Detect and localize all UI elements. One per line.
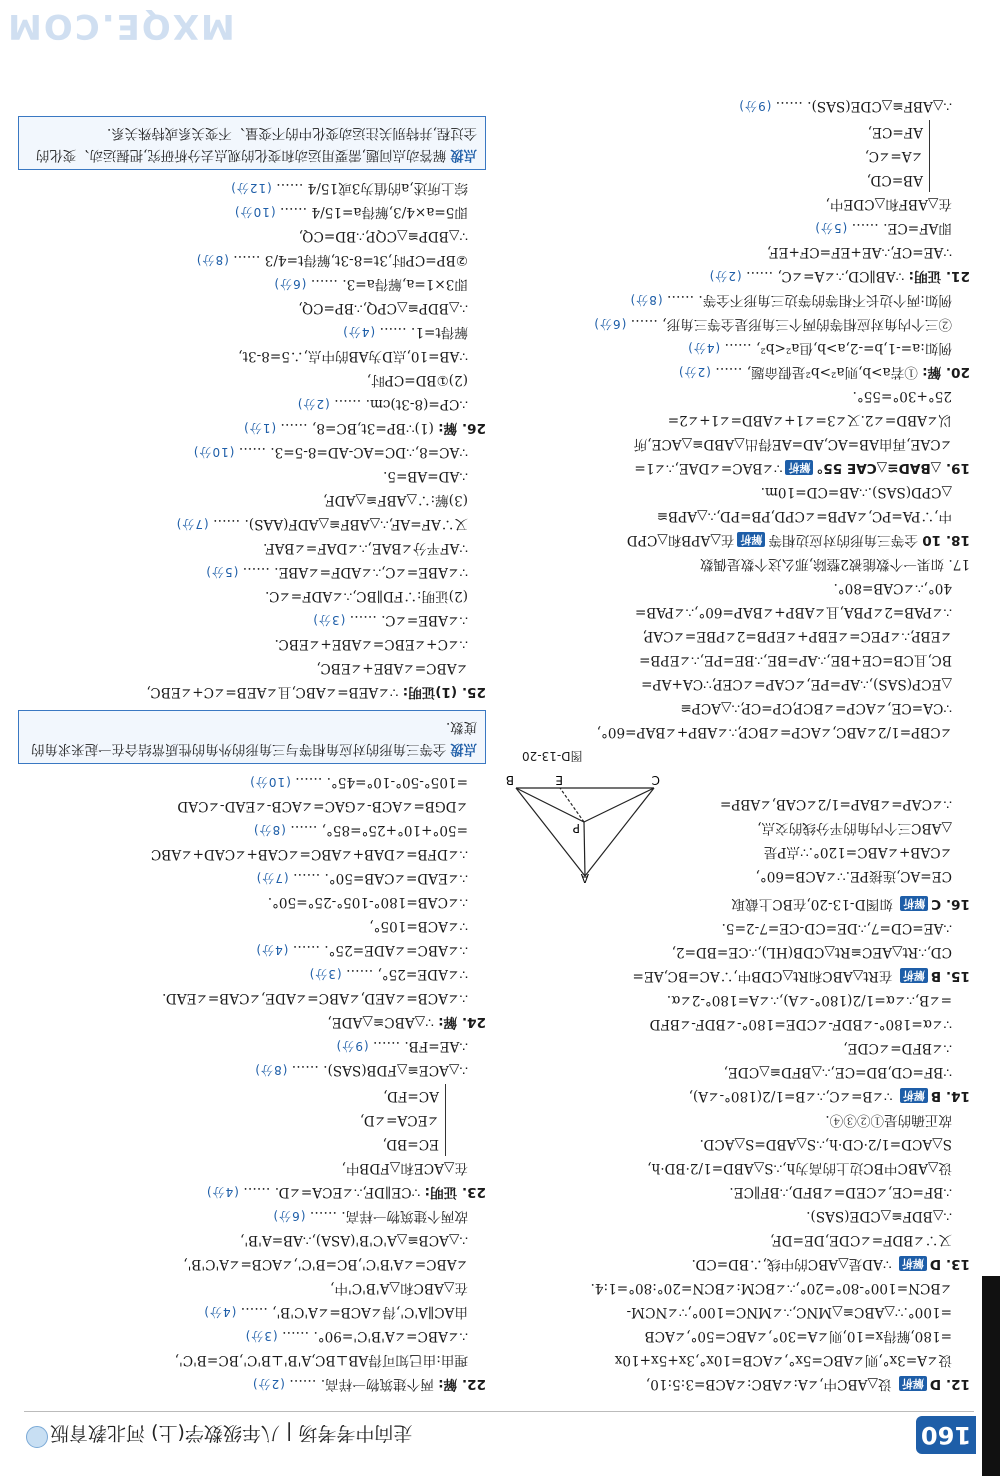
q16-line: △ABC三个内角的平分线的交点, bbox=[757, 820, 952, 836]
q19-line: ∠CAE,再由AB=AC,AD=AE得出△ABD≌△ACE,所 bbox=[633, 436, 952, 452]
q21-line bbox=[502, 192, 970, 216]
brace-line: AF=CE, bbox=[867, 124, 923, 140]
points-label: (7分) bbox=[175, 517, 209, 531]
figure-segment bbox=[516, 788, 584, 822]
q26-line: 解得t=1. …… (4分) bbox=[342, 324, 468, 340]
line-text: ∴∠ABC=∠A'B'C'=90°. bbox=[313, 1328, 468, 1344]
line-text: ∵∠ADE=25°, bbox=[377, 966, 468, 982]
brace-line: AC=FD, bbox=[383, 1088, 439, 1104]
brace-line: ∠A=∠C, bbox=[864, 148, 923, 164]
q16-line: ∠CAB+∠ABC=120°.∵点P是 bbox=[763, 844, 952, 860]
q15-line: ∴AE=CD=7,∴DE=CD-CE=7-2=5. bbox=[721, 920, 952, 936]
q12-line: =180,解得x=10,则∠A=30°,∠ABC=50°,∠ACB bbox=[644, 1328, 952, 1344]
line-text: 例如:两个边长不相等的等边三角形不全等. bbox=[698, 292, 952, 308]
points-label: (5分) bbox=[205, 565, 239, 579]
question-number: 19. △BAD≌△CAE 55° bbox=[816, 460, 970, 476]
line-text: ∵AE=CF,∴AE+EF=CF+EF, bbox=[766, 244, 952, 260]
figure-d-13-20 bbox=[502, 748, 970, 888]
line-text: 设△ABC中,∠A:∠ABC:∠ACB=3:5:10, bbox=[645, 1376, 896, 1392]
q20-line: ②三个内角对应相等的两个三角形是全等三角形, …… (6分) bbox=[593, 316, 952, 332]
q12-line: 设∠A=3x°,则∠ABC=5x°,∠ACB=10x°,3x+5x+10x bbox=[614, 1352, 952, 1368]
line-text: ∴△BDP≌△CPQ,∴BP=CQ, bbox=[298, 300, 468, 316]
q24-line: ∴∠ABC=∠ADE=25°. …… (4分) bbox=[255, 942, 468, 958]
q24-line: =50°+10°+25°=85°, …… (8分) bbox=[252, 822, 468, 838]
callout-title: 点拨 bbox=[450, 741, 477, 756]
q18-line: △CPD(SAS).∴AB=CD=10m. bbox=[760, 484, 952, 500]
line-text: ∵△BDP≌△CQP,∴BD=CQ, bbox=[298, 228, 468, 244]
q23-line bbox=[18, 1156, 486, 1180]
points-label: (4分) bbox=[203, 1305, 237, 1319]
analysis-tag: 解析 bbox=[785, 460, 813, 475]
line-text: ∵∠ACB=105°, bbox=[369, 918, 468, 934]
figure-point-label: P bbox=[572, 821, 580, 835]
q26-line: ∴CP=(8-3t)cm. …… (2分) bbox=[296, 396, 468, 412]
brace-line: AB=CD, bbox=[866, 172, 923, 188]
q21-line: 即AF=CE. …… (5分) bbox=[814, 220, 952, 236]
line-text: (2)①BD=CP时, bbox=[366, 372, 468, 388]
points-label: (10分) bbox=[192, 445, 235, 459]
tip-box-2 bbox=[18, 116, 486, 170]
triangle-diagram bbox=[505, 773, 660, 885]
figure-segment bbox=[585, 788, 654, 876]
points-label: (8分) bbox=[254, 1063, 288, 1077]
line-text: ∵△ABC≌△ADE, bbox=[327, 1014, 439, 1030]
q18-head bbox=[502, 528, 970, 552]
line-text: ∴AD=AB=5. bbox=[383, 468, 468, 484]
q18-line: 中,∵PA=PC,∠APB=∠CPD,PB=PD,∴△APB≌ bbox=[656, 508, 952, 524]
q25-line bbox=[18, 536, 486, 560]
q22-line bbox=[18, 1252, 486, 1276]
callout-body: 全等三角形的对应角相等与三角形的外角的性质常结合在一起来求角的度数. bbox=[31, 719, 477, 756]
points-label: (5分) bbox=[814, 221, 848, 235]
points-label: (4分) bbox=[342, 325, 376, 339]
line-text: =105°-50°-10°=45°. bbox=[326, 774, 468, 790]
line-text: 即AF=CE. bbox=[883, 220, 952, 236]
callout-title: 点拨 bbox=[450, 147, 477, 162]
q22-line: 故两个建筑物一样高. …… (6分) bbox=[272, 1208, 468, 1224]
points-label: (9分) bbox=[335, 1039, 369, 1053]
line-text: 综上所述,a的值为3或15/4 bbox=[307, 180, 468, 196]
q21-end: ∴△ABF≌△CDE(SAS). …… (9分) bbox=[738, 98, 952, 114]
q22-line bbox=[18, 1276, 486, 1300]
analysis-tag: 解析 bbox=[900, 968, 928, 983]
q25-line bbox=[18, 584, 486, 608]
line-text: ②BP=CP时,3t=8-3t,解得t=4/3 bbox=[264, 252, 468, 268]
line-text: ∵∠ABE=∠C,∴∠ADF=∠ABE. bbox=[274, 564, 468, 580]
line-text: ∴∠C+∠EBC=∠ABE+∠EBC. bbox=[274, 636, 468, 652]
line-text: ∴AE=FB. bbox=[404, 1038, 468, 1054]
question-number: 18. 10 bbox=[922, 532, 970, 548]
q20-head: 20. 解: ①若a>b,则a²>b²是假命题, …… (2分) bbox=[677, 364, 970, 380]
q25-line bbox=[18, 632, 486, 656]
q16-figure-text bbox=[670, 792, 970, 888]
line-text: 17. 如果一个数能被2整除,那么这个数是偶数 bbox=[699, 556, 970, 572]
points-label: (3分) bbox=[308, 967, 342, 981]
callout-body: 解答动点问题,需要用运动和变化的观点去分析研究,把握运动、变化的全过程,并特别关注运动变化中的不变量、不变关系或特殊关系. bbox=[35, 125, 477, 162]
line-text: ∴∠EAD=∠CAB=50°. bbox=[324, 870, 468, 886]
line-text: 在△ACE和△FDB中, bbox=[341, 1160, 468, 1176]
q16-line: ∠EBP,∴∠PEC=∠EBP+∠EPB=2∠PBE=∠CAP, bbox=[642, 628, 952, 644]
q19-line: 25°+30°=55°. bbox=[852, 388, 952, 404]
points-label: (3分) bbox=[312, 613, 346, 627]
points-label: (2分) bbox=[677, 365, 711, 379]
line-text: ②三个内角对应相等的两个三角形是全等三角形, bbox=[662, 316, 952, 332]
q22-head: 22. 解: 两个建筑物一样高. …… (2分) bbox=[251, 1376, 486, 1392]
points-label: (2分) bbox=[296, 397, 330, 411]
figure-point-label: B bbox=[505, 773, 514, 787]
question-number: 16. C bbox=[931, 896, 970, 912]
question-number: 25. (1)证明: bbox=[402, 684, 486, 700]
line-text: ∴△ABF≌△CDE(SAS). bbox=[807, 98, 952, 114]
line-text: 故两个建筑物一样高. bbox=[341, 1208, 468, 1224]
q16-head bbox=[502, 892, 970, 916]
q24-line bbox=[18, 890, 486, 914]
line-text: ∵CE∥DF,∴∠ECA=∠D. bbox=[274, 1184, 425, 1200]
q20-line: 例如:两个边长不相等的等边三角形不全等. …… (8分) bbox=[629, 292, 952, 308]
q23-brace bbox=[18, 1084, 446, 1156]
points-label: (4分) bbox=[687, 341, 721, 355]
line-text: ∵AC=8,∴DC=AC-AD=8-5=3. bbox=[270, 444, 468, 460]
q25-line: ∴∠ABE=∠C. …… (3分) bbox=[312, 612, 468, 628]
figure-point-label: C bbox=[651, 773, 660, 787]
figure-segment bbox=[560, 788, 584, 822]
question-number: 14. B bbox=[930, 1088, 970, 1104]
points-label: (2分) bbox=[251, 1377, 285, 1391]
question-number: 22. 解: bbox=[438, 1376, 486, 1392]
q14-head bbox=[502, 1084, 970, 1108]
answer-column-right bbox=[502, 26, 970, 1396]
q14-line: ∴∠BFD=∠CDE, bbox=[843, 1040, 952, 1056]
question-number: 15. B bbox=[930, 968, 970, 984]
q25-line: 又∵AF=AF,∴△ABF≌△ADF(AAS). …… (7分) bbox=[175, 516, 468, 532]
points-label: (10分) bbox=[233, 205, 276, 219]
q26-line: 综上所述,a的值为3或15/4 …… (12分) bbox=[230, 180, 468, 196]
q26-line: 即5=a×4/3,解得a=15/4 …… (10分) bbox=[233, 204, 468, 220]
q25-line bbox=[18, 488, 486, 512]
q24-line: ∴∠EAD=∠CAB=50°. …… (7分) bbox=[255, 870, 468, 886]
line-text: (2)证明:∵FD∥BC,∴∠ADF=∠C. bbox=[265, 588, 468, 604]
line-text: ∴∠CAB=180°-105°-25°=50°. bbox=[267, 894, 468, 910]
brace-line: ∠ECA=∠D, bbox=[359, 1112, 439, 1128]
q16-line: 40°,∴∠CAB=80°. bbox=[833, 580, 952, 596]
q24-line bbox=[18, 986, 486, 1010]
line-text: ①若a>b,则a²>b²是假命题, bbox=[746, 364, 923, 380]
q13-line: 又∵∠BDF=∠CDE,DE=DF, bbox=[770, 1232, 952, 1248]
analysis-tag: 解析 bbox=[899, 1256, 927, 1271]
points-label: (4分) bbox=[255, 943, 289, 957]
q15-line: CD,∴Rt△AEC≌Rt△CDB(HL),∴CE=BD=2, bbox=[671, 944, 952, 960]
q26-line: 即3×1=a,解得a=3. …… (6分) bbox=[273, 276, 468, 292]
line-text: 即3×1=a,解得a=3. bbox=[342, 276, 468, 292]
question-number: 23. 证明: bbox=[424, 1184, 486, 1200]
figure-segment bbox=[584, 788, 654, 822]
q20-line: 例如:a=-1,b=-2,a>b,但a²<b², …… (4分) bbox=[687, 340, 952, 356]
line-text: ∴CP=(8-3t)cm. bbox=[365, 396, 468, 412]
points-label: (10分) bbox=[249, 775, 291, 789]
page-edge-bar bbox=[982, 1276, 1000, 1476]
q24-head bbox=[18, 1010, 486, 1034]
line-text: ∴∠ABE=∠C. bbox=[381, 612, 468, 628]
figure-segment bbox=[584, 822, 585, 876]
line-text: (3)解:∵△ABF≌△ADF, bbox=[323, 492, 468, 508]
q16-line: ∴∠PAB=2∠PBA,且∠ABP+∠BAP=60°,∴∠PAB= bbox=[634, 604, 952, 620]
q22-line: 由AC∥A'C',得∠ACB=∠A'C'B', …… (4分) bbox=[203, 1304, 468, 1320]
q13-line: S△ACD=1/2·CD·h,∴S△ABD=S△ACD. bbox=[699, 1136, 952, 1152]
book-title: 走向中考考场 | 八年级数学(上) 河北教育版 bbox=[50, 1422, 413, 1444]
points-label: (6分) bbox=[272, 1209, 306, 1223]
line-text: ∴∠DFB=∠DAB+∠ABC=∠CAB+∠CAD+∠ABC bbox=[150, 846, 468, 862]
points-label: (8分) bbox=[629, 293, 663, 307]
line-text: ∵∠B=∠C,∴∠B=1/2(180°-∠A), bbox=[688, 1088, 897, 1104]
q12-line: =100°.∵△ABC≌△MNC,∴∠MNC=100°,∵∠NCM- bbox=[626, 1304, 952, 1320]
line-text: 全等三角形的对应边相等 bbox=[768, 532, 923, 548]
callout-text bbox=[27, 121, 477, 165]
line-text: ∠DGB=∠ACB-∠GAC=∠ACB-∠EAD-∠CAD bbox=[177, 798, 468, 814]
line-text: 理由:由已知可得AB⊥BC,A'B'⊥B'C',BC=B'C', bbox=[174, 1352, 468, 1368]
points-label: (4分) bbox=[205, 1185, 239, 1199]
q16-line: CE=AC,连接PE.∵∠ACB=60°, bbox=[755, 868, 952, 884]
q26-line bbox=[18, 224, 486, 248]
q13-line: ∴△BDF≌△CDE(SAS). bbox=[806, 1208, 952, 1224]
line-text: 在△ABC和△A'B'C'中, bbox=[330, 1280, 468, 1296]
q23-end: ∴AE=FB. …… (9分) bbox=[335, 1038, 468, 1054]
q23-head: 23. 证明: ∵CE∥DF,∴∠ECA=∠D. …… (4分) bbox=[205, 1184, 486, 1200]
line-text: ∵AF平分∠BAE,∴∠DAF=∠BAF. bbox=[263, 540, 468, 556]
q16-line: BC,且CB=CE+BE,∴AP=BE,∴BE=PE,∴∠EPB= bbox=[639, 652, 952, 668]
points-label: (3分) bbox=[244, 1329, 278, 1343]
q24-line: =105°-50°-10°=45°. …… (10分) bbox=[249, 774, 468, 790]
line-text: ∠ABC=∠ABE+∠EBC, bbox=[316, 660, 468, 676]
line-text: =50°+10°+25°=85°, bbox=[321, 822, 468, 838]
points-label: (7分) bbox=[255, 871, 289, 885]
q14-line: ∵∠α=180°-∠BDF-∠CDE=180°-∠BDF-∠BFD bbox=[649, 1016, 952, 1032]
line-text: ∵AB=10,点D为AB的中点,∴5=8-3t, bbox=[238, 348, 468, 364]
points-label: (9分) bbox=[738, 99, 772, 113]
line-text: ∴△ACE≌△FDB(SAS). bbox=[323, 1062, 468, 1078]
q26-line bbox=[18, 296, 486, 320]
points-label: (8分) bbox=[195, 253, 229, 267]
question-number: 24. 解: bbox=[438, 1014, 486, 1030]
points-label: (1分) bbox=[243, 421, 277, 435]
q14-line: ∵BF=CD,BD=CE,∴△BFD≌△CDE, bbox=[723, 1064, 952, 1080]
page-number: 160 bbox=[916, 1416, 976, 1454]
callout-text bbox=[27, 715, 477, 759]
line-text: ∴∠ABC=∠ADE=25°. bbox=[324, 942, 468, 958]
line-text: 在△ABF和△CDE中, bbox=[825, 196, 952, 212]
q16-line: ∠CBP=1/2∠ABC,∠ACP=∠BCP,∴∠ABP+∠BAP=60°, bbox=[596, 724, 952, 740]
watermark: MXQE.COM bbox=[6, 6, 235, 46]
figure-point-label: A bbox=[580, 871, 589, 885]
line-text: 即5=a×4/3,解得a=15/4 bbox=[311, 204, 468, 220]
line-text: ∠ABC=∠A'B'C',BC=B'C',∠ACB=∠A'C'B', bbox=[183, 1256, 468, 1272]
answer-column-left bbox=[18, 26, 486, 1396]
q16-line: △ECP(SAS),∴AP=PE,∠CAP=∠CEP,∵CA+AP= bbox=[641, 676, 952, 692]
q13-line: 设△ABC中BC边上的高为h,∴S△ABD=1/2·BD·h, bbox=[647, 1160, 952, 1176]
q25-line bbox=[18, 464, 486, 488]
points-label: (6分) bbox=[273, 277, 307, 291]
points-label: (6分) bbox=[593, 317, 627, 331]
q22-line bbox=[18, 1348, 486, 1372]
q24-line bbox=[18, 794, 486, 818]
line-text: 两个建筑物一样高. bbox=[320, 1376, 439, 1392]
q23-end: ∴△ACE≌△FDB(SAS). …… (8分) bbox=[254, 1062, 468, 1078]
line-text: 例如:a=-1,b=-2,a>b,但a²<b², bbox=[755, 340, 952, 356]
q24-line bbox=[18, 914, 486, 938]
brand-logo-icon bbox=[26, 1426, 48, 1448]
q16-line: ∴∠CAP=∠BAP=1/2∠CAB,∠ABP= bbox=[719, 796, 952, 812]
question-number: 21. 证明: bbox=[908, 268, 970, 284]
analysis-tag: 解析 bbox=[899, 1376, 927, 1391]
q19-line: 以∠ABD=∠2.又∠3=∠1+∠ABD=∠1+∠2= bbox=[667, 412, 952, 428]
line-text: 在Rt△ABC和Rt△CDB中,∵AC=BC,AE= bbox=[632, 968, 897, 984]
line-text: ∴∠ACB=∠AED,∠ABC=∠ADE,∠CAB=∠EAD. bbox=[162, 990, 468, 1006]
question-number: 26. 解: bbox=[438, 420, 486, 436]
points-label: (8分) bbox=[252, 823, 286, 837]
q17-head bbox=[502, 552, 970, 576]
q26-line bbox=[18, 344, 486, 368]
q26-line: ②BP=CP时,3t=8-3t,解得t=4/3 …… (8分) bbox=[195, 252, 468, 268]
page-header bbox=[24, 1411, 974, 1458]
q21-head: 21. 证明: ∵AB∥CD,∴∠A=∠C, …… (2分) bbox=[708, 268, 970, 284]
q19-head bbox=[502, 456, 970, 480]
q15-head bbox=[502, 964, 970, 988]
tip-box-1 bbox=[18, 710, 486, 764]
q12-line: ∠BCN=100°-80°=20°,∴∠BCM:∠BCN=20°:80°=1:4. bbox=[590, 1280, 952, 1296]
line-text: ∵AD是△ABC的中线,∴BD=CD. bbox=[691, 1256, 896, 1272]
line-text: ∵∠AEB=∠ABC,且∠AEB=∠C+∠EBC, bbox=[146, 684, 403, 700]
q26-line bbox=[18, 368, 486, 392]
points-label: (12分) bbox=[230, 181, 272, 195]
q26-head: 26. 解: (1)∵BP=3t,BC=8, …… (1分) bbox=[243, 420, 486, 436]
q25-line bbox=[18, 656, 486, 680]
question-number: 12. D bbox=[929, 1376, 970, 1392]
q16-line: ∵CA=CE,∠ACP=∠BCP,CP=CP,∴△ACP≌ bbox=[680, 700, 952, 716]
line-text: 由AC∥A'C',得∠ACB=∠A'C'B', bbox=[272, 1304, 468, 1320]
analysis-tag: 解析 bbox=[900, 1088, 928, 1103]
line-text: 又∵AF=AF,∴△ABF≌△ADF(AAS). bbox=[244, 516, 468, 532]
q21-line bbox=[502, 240, 970, 264]
q14-line: =∠B,∴∠α=1/2(180°-∠A),∴∠A=180°-2∠α. bbox=[666, 992, 952, 1008]
line-text: ∵AB∥CD,∴∠A=∠C, bbox=[777, 268, 909, 284]
line-text: 解得t=1. bbox=[410, 324, 468, 340]
q25-line: ∵AC=8,∴DC=AC-AD=8-5=3. …… (10分) bbox=[192, 444, 468, 460]
figure-point-label: E bbox=[555, 773, 563, 787]
q22-line bbox=[18, 1228, 486, 1252]
q25-line: ∵∠ABE=∠C,∴∠ADF=∠ABE. …… (5分) bbox=[205, 564, 468, 580]
line-text: 如图D-13-20,在BC上截取 bbox=[731, 896, 898, 912]
question-number: 13. D bbox=[929, 1256, 970, 1272]
analysis-tag: 解析 bbox=[900, 896, 928, 911]
q24-line bbox=[18, 842, 486, 866]
q25-head bbox=[18, 680, 486, 704]
points-label: (2分) bbox=[708, 269, 742, 283]
line-text: ∴△ACB≌△A'C'B'(ASA),∴AB=A'B', bbox=[240, 1232, 468, 1248]
line-text: (1)∵BP=3t,BC=8, bbox=[311, 420, 439, 436]
analysis-tag: 解析 bbox=[737, 532, 765, 547]
line-text: ∵∠BAC=∠DAE,∴∠1= bbox=[634, 460, 783, 476]
q13-head bbox=[502, 1252, 970, 1276]
line-text: 在△APB和△CPD bbox=[626, 532, 735, 548]
brace-line: EC=BD, bbox=[382, 1136, 439, 1152]
q12-head bbox=[502, 1372, 970, 1396]
q24-line: ∵∠ADE=25°, …… (3分) bbox=[308, 966, 468, 982]
q22-line: ∴∠ABC=∠A'B'C'=90°. …… (3分) bbox=[244, 1328, 468, 1344]
q21-brace bbox=[502, 120, 930, 192]
q13-line: 故正确的是①②③④. bbox=[825, 1112, 952, 1128]
question-number: 20. 解: bbox=[922, 364, 970, 380]
q13-line: ∴BF=CE,∠CED=∠BFD,∴BF∥CE. bbox=[729, 1184, 952, 1200]
figure-caption: 图D-13-20 bbox=[522, 749, 583, 763]
